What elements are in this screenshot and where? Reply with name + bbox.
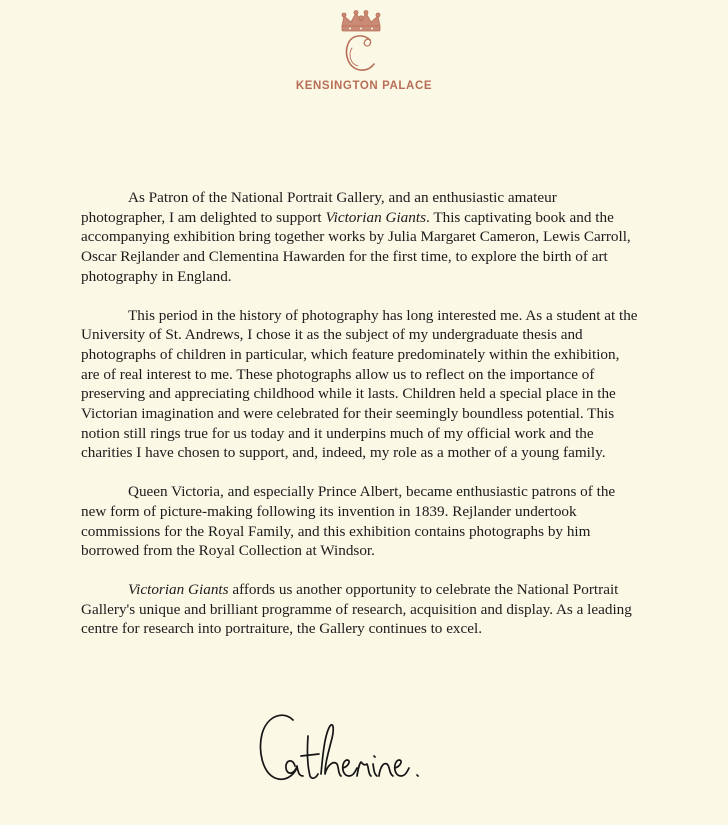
paragraph-1 — [81, 188, 641, 287]
paragraph-4 — [81, 580, 641, 639]
p4-after: affords us another opportunity to celebrate the National Portrait Gallery's unique and brilliant programme of research, acquisition and display. As a leading centre for research into portraiture, the Gallery continues to excel. — [81, 580, 632, 638]
letter-body — [81, 188, 641, 658]
crown-icon — [338, 10, 384, 34]
p1-after: . This captivating book and the accompanying exhibition bring together works by Julia Margaret Cameron, Lewis Carroll, Oscar Rejlander and Clementina Hawarden for the first time, to explore the birth of art photography in England. — [81, 208, 631, 285]
book-title: Victorian Giants — [128, 580, 229, 598]
p1-before: As Patron of the National Portrait Gallery, and an enthusiastic amateur photographer, I am delighted to support — [81, 189, 557, 226]
letterhead — [0, 0, 728, 100]
signature — [253, 706, 443, 788]
paragraph-2: This period in the history of photography has long interested me. As a student at the University of St. Andrews, I chose it as the subject of my undergraduate thesis and photographs of children in particular, which feature predominately within the exhibition, are of real interest to me. These photographs allow us to reflect on the importance of preserving and appreciating childhood while it lasts. Children held a special place in the Victorian imagination and were celebrated for their seemingly boundless potential. This notion still rings true for us today and it underpins much of my official work and the charities I have chosen to support, and, indeed, my role as a mother of a young family. — [81, 306, 638, 462]
palace-name: KENSINGTON PALACE — [295, 80, 433, 92]
book-title: Victorian Giants — [325, 208, 426, 226]
paragraph-3: Queen Victoria, and especially Prince Albert, became enthusiastic patrons of the new form of picture-making following its invention in 1839. Rejlander undertook commissions for the Royal Family, and this exhibition contains photographs by him borrowed from the Royal Collection at Windsor. — [81, 483, 616, 560]
royal-cypher-monogram — [334, 32, 388, 76]
